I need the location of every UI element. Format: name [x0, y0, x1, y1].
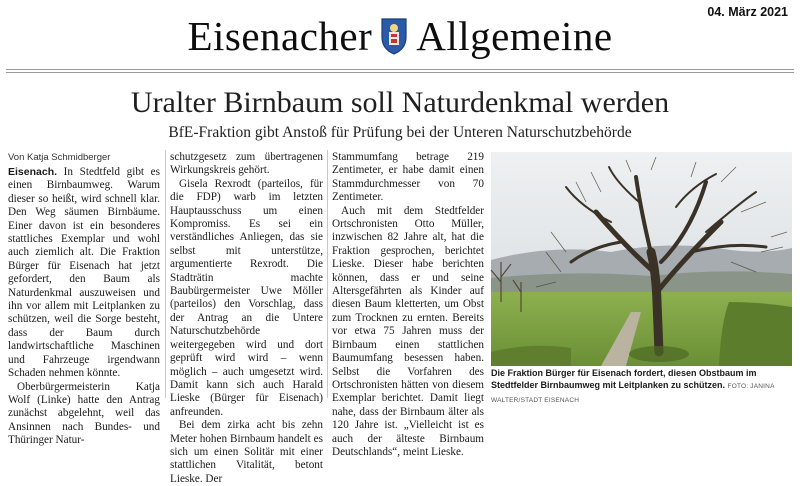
coat-of-arms-icon [380, 17, 408, 55]
article-column-1 [8, 166, 160, 447]
photo-caption [491, 367, 796, 407]
masthead-word-1: Eisenacher [187, 12, 373, 59]
column-3-paragraph-1: Stammumfang betrage 219 Zentimeter, er habe damit einen Stammdurchmesser von 70 Zentimeter. [332, 151, 484, 204]
article-subhead: BfE-Fraktion gibt Anstoß für Prüfung bei der Unteren Naturschutzbehörde [168, 124, 632, 141]
article-column-2 [170, 151, 323, 485]
masthead [150, 12, 650, 60]
photo-caption-text: Die Fraktion Bürger für Eisenach fordert, diesen Obstbaum im Stedtfelder Birnbaumweg mit Leitplanken zu schützen. [491, 368, 757, 390]
article-headline: Uralter Birnbaum soll Naturdenkmal werden [130, 86, 670, 119]
photo-credit: FOTO: JANINA WALTER/STADT EISENACH [491, 383, 775, 404]
column-divider [165, 150, 166, 398]
column-3-paragraph-2: Auch mit dem Stedtfelder Ortschronisten Otto Müller, inzwischen 82 Jahre alt, hat die Fraktion gesprochen, berichtet Lieske. Dieser habe berichten können, dass er und seine Altersgefährten als Kinder auf diesen Baum kletterten, um Obst zum Trocknen zu ernten. Bereits vor etwa 75 Jahren muss der Birnbaum einen stattlichen Baumumfang besessen haben. Selbst die Vorfahren des Ortschronisten hätten von diesem Exemplar berichtet. Damit liegt nahe, dass der Birnbaum älter als 120 Jahre ist. „Vielleicht ist es auch der älteste Birnbaum Deutschlands“, meint Lieske. [332, 204, 484, 458]
dateline: Eisenach. [8, 166, 58, 178]
column-divider [327, 150, 328, 398]
column-2-paragraph-3: Bei dem zirka acht bis zehn Meter hohen Birnbaum handelt es sich um einen Solitär mit einer stattlichen Vitalität, betont Lieske. Der [170, 419, 323, 485]
column-1-paragraph-1 [8, 166, 160, 381]
column-2-paragraph-1: schutzgesetz zum übertragenen Wirkungskreis gehört. [170, 151, 323, 177]
masthead-word-2: Allgemeine [416, 12, 613, 59]
article-column-3 [332, 151, 484, 458]
column-1-paragraph-1-text: In Stedtfeld gibt es einen Birnbaumweg. Warum dieser so heißt, wird schnell klar. Den Weg säumen Birnbäume. Einer davon ist ein besonderes stattliches Exemplar und wohl auch ziemlich alt. Die Fraktion Bürger für Eisenach hat jetzt gefordert, den Baum als Naturdenkmal auszuweisen und ihn vor allem mit Leitplanken zu schützen, weil die Sorge besteht, dass der Baum durch landwirtschaftliche Maschinen und Fahrzeuge irgendwann Schaden nehmen könnte. [8, 166, 160, 380]
masthead-rule [6, 69, 794, 70]
column-2-paragraph-2: Gisela Rexrodt (parteilos, für die FDP) warb im letzten Hauptausschuss um einen Kompromiss. Es sei ein verständliches Anliegen, das sie selbst mit unterstütze, argumentierte Rexrodt. Die Stadträtin machte Baubürgermeister Uwe Möller (parteilos) den Vorschlag, dass der Antrag an die Untere Naturschutzbehörde weitergegeben wird und dort geprüft wird wird – wenn möglich – auch umgesetzt wird. Damit kann sich auch Harald Lieske (Bürger für Eisenach) anfreunden. [170, 177, 323, 418]
column-1-paragraph-2: Oberbürgermeisterin Katja Wolf (Linke) hatte den Antrag zunächst abgelehnt, weil das Ansinnen nach Bundes- und Thüringer Natur- [8, 380, 160, 447]
masthead-rule-2 [6, 72, 794, 73]
pear-tree-photo [491, 152, 792, 366]
issue-date: 04. März 2021 [707, 5, 788, 19]
pear-tree-photo-icon [491, 152, 792, 366]
article-byline: Von Katja Schmidberger [8, 152, 111, 163]
